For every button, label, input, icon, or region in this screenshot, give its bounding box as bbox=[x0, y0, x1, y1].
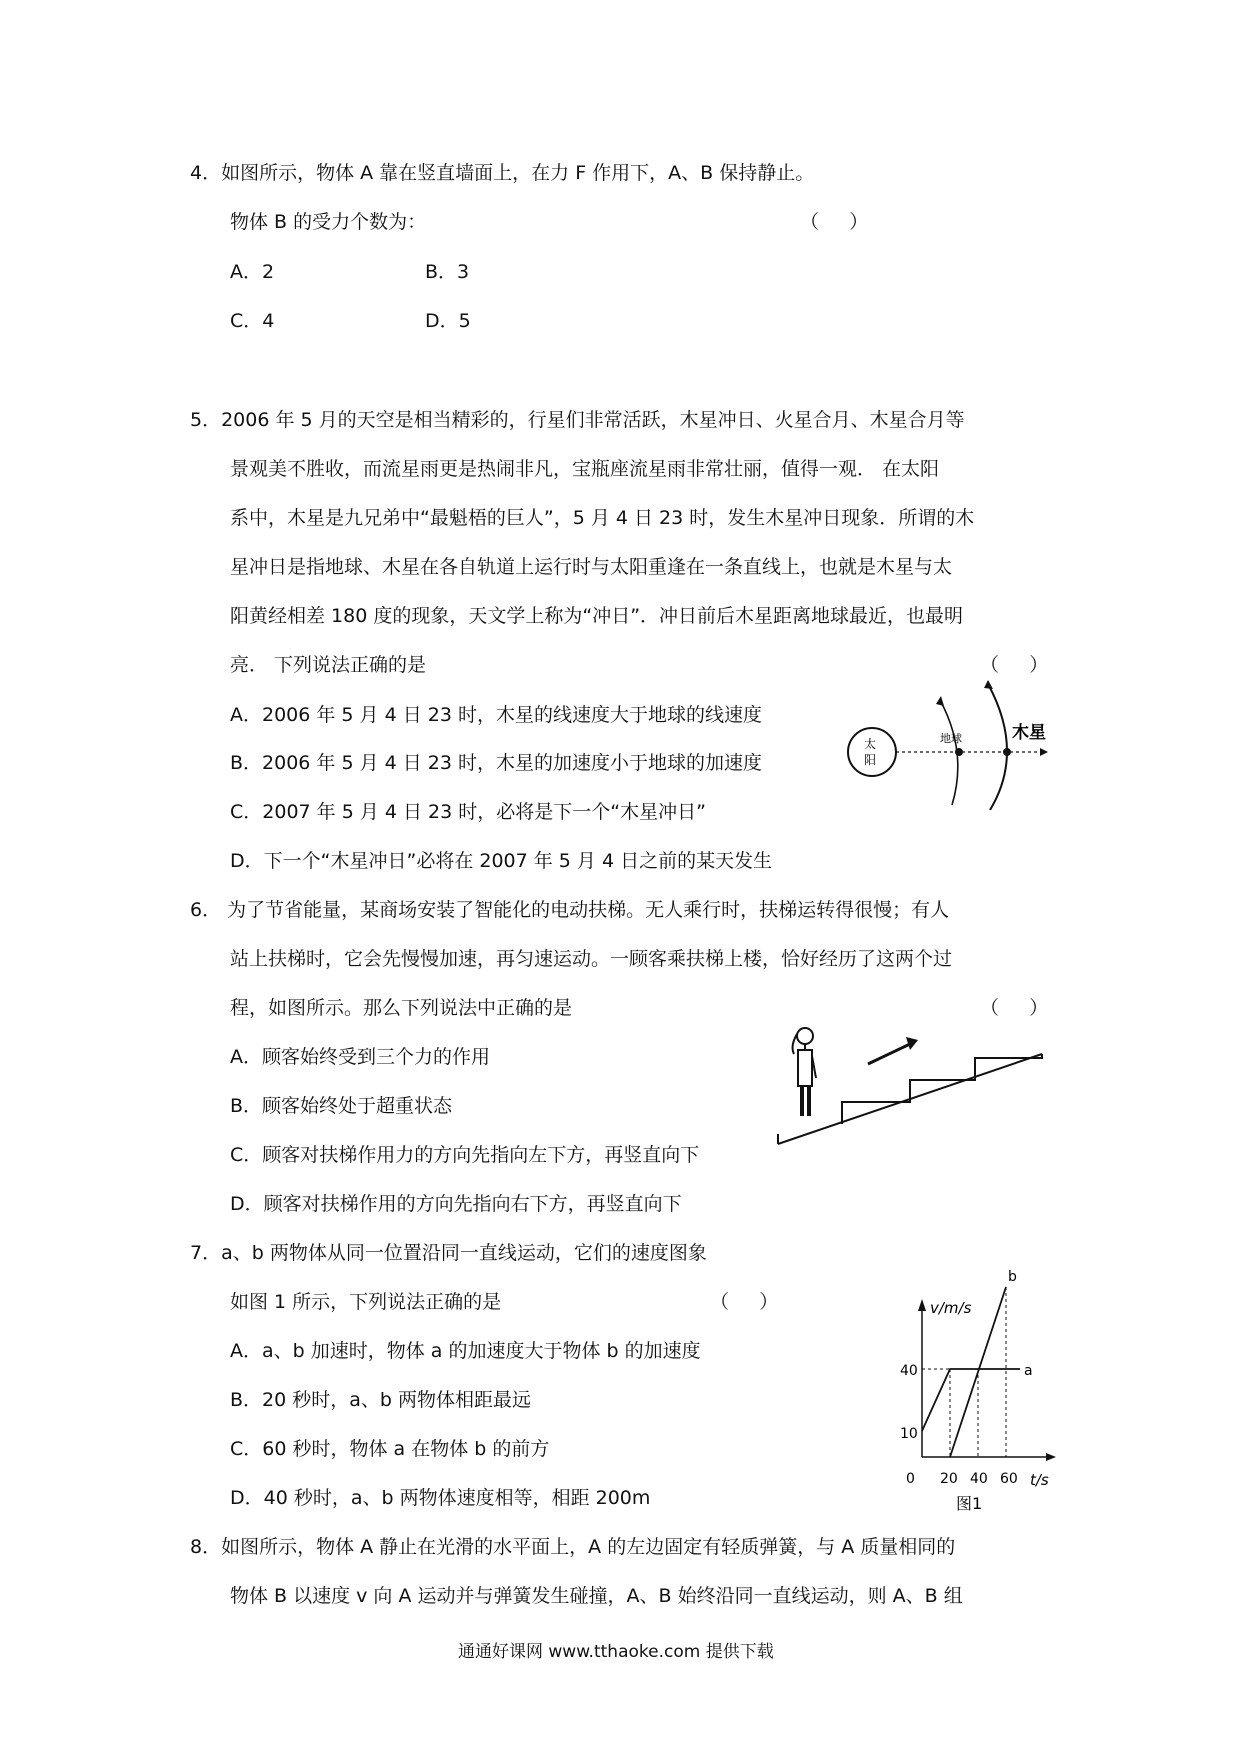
earth-dot bbox=[955, 748, 963, 756]
y-tick-10: 10 bbox=[900, 1426, 918, 1442]
q5-line-5: 阳黄经相差 180 度的现象，天文学上称为“冲日”．冲日前后木星距离地球最近，也最明 bbox=[230, 605, 964, 627]
sun-label-1: 太 bbox=[864, 737, 877, 751]
y-tick-40: 40 bbox=[900, 1363, 918, 1379]
t-axis-arrow-icon bbox=[1046, 1453, 1056, 1461]
page-footer: 通通好课网 www.tthaoke.com 提供下载 bbox=[458, 1642, 774, 1662]
q6-option-b: B．顾客始终处于超重状态 bbox=[230, 1095, 453, 1117]
sun-label-2: 阳 bbox=[864, 753, 877, 767]
graph-caption: 图1 bbox=[956, 1494, 983, 1513]
motion-arrow bbox=[868, 1044, 910, 1064]
v-axis-arrow-icon bbox=[918, 1299, 926, 1311]
q6-line-2: 站上扶梯时，它会先慢慢加速，再匀速运动。一顾客乘扶梯上楼，恰好经历了这两个过 bbox=[230, 948, 953, 970]
v-axis-label: v/m/s bbox=[930, 1299, 972, 1317]
line-a bbox=[922, 1369, 1020, 1431]
q7-option-d: D．40 秒时，a、b 两物体速度相等，相距 200m bbox=[230, 1487, 651, 1509]
q5-option-a: A．2006 年 5 月 4 日 23 时，木星的线速度大于地球的线速度 bbox=[230, 704, 762, 726]
q5-option-b: B．2006 年 5 月 4 日 23 时，木星的加速度小于地球的加速度 bbox=[230, 752, 763, 774]
line-b-label: b bbox=[1008, 1269, 1017, 1285]
q5-line-6: 亮． 下列说法正确的是 bbox=[230, 654, 427, 676]
q5-line-1: 5．2006 年 5 月的天空是相当精彩的，行星们非常活跃，木星冲日、火星合月、木星合月等 bbox=[190, 409, 965, 431]
x-tick-60: 60 bbox=[1000, 1471, 1018, 1487]
q5-option-d: D．下一个“木星冲日”必将在 2007 年 5 月 4 日之前的某天发生 bbox=[230, 850, 773, 872]
q7-answer-paren: （ ） bbox=[710, 1291, 779, 1313]
line-arrow-icon bbox=[1040, 748, 1048, 756]
jupiter-orbit-arrow-icon bbox=[984, 680, 993, 689]
jupiter-label: 木星 bbox=[1012, 723, 1046, 743]
customer-person-icon bbox=[793, 1028, 816, 1116]
q5-option-c: C．2007 年 5 月 4 日 23 时，必将是下一个“木星冲日” bbox=[230, 801, 706, 823]
q8-line-2: 物体 B 以速度 v 向 A 运动并与弹簧发生碰撞，A、B 始终沿同一直线运动，则 A、B 组 bbox=[230, 1585, 963, 1607]
jupiter-orbit-arc bbox=[988, 684, 1007, 810]
q7-stem: 7．a、b 两物体从同一位置沿同一直线运动，它们的速度图象 bbox=[190, 1242, 707, 1264]
q6-line-3: 程，如图所示。那么下列说法中正确的是 bbox=[230, 997, 573, 1019]
q4-answer-paren: （ ） bbox=[800, 211, 869, 233]
earth-label: 地球 bbox=[940, 732, 962, 745]
q4-stem-2: 物体 B 的受力个数为： bbox=[230, 211, 427, 233]
origin-label: 0 bbox=[906, 1471, 915, 1487]
q4-option-d: D．5 bbox=[425, 310, 471, 332]
q6-option-c: C．顾客对扶梯作用力的方向先指向左下方，再竖直向下 bbox=[230, 1144, 700, 1166]
q4-stem: 4．如图所示，物体 A 靠在竖直墙面上，在力 F 作用下，A、B 保持静止。 bbox=[190, 162, 815, 184]
x-tick-20: 20 bbox=[940, 1471, 958, 1487]
line-a-label: a bbox=[1024, 1363, 1033, 1379]
jupiter-dot bbox=[1003, 748, 1011, 756]
q6-line-1: 6． 为了节省能量，某商场安装了智能化的电动扶梯。无人乘行时，扶梯运转得很慢；有人 bbox=[190, 899, 950, 921]
q7-option-b: B．20 秒时，a、b 两物体相距最远 bbox=[230, 1389, 531, 1411]
earth-orbit-arrow-icon bbox=[936, 696, 944, 706]
q5-line-4: 星冲日是指地球、木星在各自轨道上运行时与太阳重逢在一条直线上，也就是木星与太 bbox=[230, 556, 953, 578]
q6-answer-paren: （ ） bbox=[980, 997, 1049, 1019]
q5-line-2: 景观美不胜收，而流星雨更是热闹非凡，宝瓶座流星雨非常壮丽，值得一观． 在太阳 bbox=[230, 458, 940, 480]
q5-line-3: 系中，木星是九兄弟中“最魁梧的巨人”，5 月 4 日 23 时，发生木星冲日现象．所谓的木 bbox=[230, 507, 975, 529]
q5-answer-paren: （ ） bbox=[980, 654, 1049, 676]
x-tick-40: 40 bbox=[970, 1471, 988, 1487]
q7-velocity-graph bbox=[900, 1265, 1060, 1515]
q7-option-a: A．a、b 加速时，物体 a 的加速度大于物体 b 的加速度 bbox=[230, 1340, 701, 1362]
q7-stem-2: 如图 1 所示，下列说法正确的是 bbox=[230, 1291, 502, 1313]
q4-option-c: C．4 bbox=[230, 310, 275, 332]
q6-escalator-figure bbox=[770, 1020, 1050, 1150]
t-axis-label: t/s bbox=[1030, 1471, 1049, 1489]
q4-option-b: B．3 bbox=[425, 261, 470, 283]
q5-orbit-figure bbox=[840, 680, 1060, 810]
sun-circle bbox=[848, 728, 896, 776]
q4-option-a: A．2 bbox=[230, 261, 275, 283]
q6-option-a: A．顾客始终受到三个力的作用 bbox=[230, 1046, 490, 1068]
q8-line-1: 8．如图所示，物体 A 静止在光滑的水平面上，A 的左边固定有轻质弹簧，与 A 质量相同的 bbox=[190, 1536, 956, 1558]
q6-option-d: D．顾客对扶梯作用的方向先指向右下方，再竖直向下 bbox=[230, 1193, 682, 1215]
q7-option-c: C．60 秒时，物体 a 在物体 b 的前方 bbox=[230, 1438, 550, 1460]
